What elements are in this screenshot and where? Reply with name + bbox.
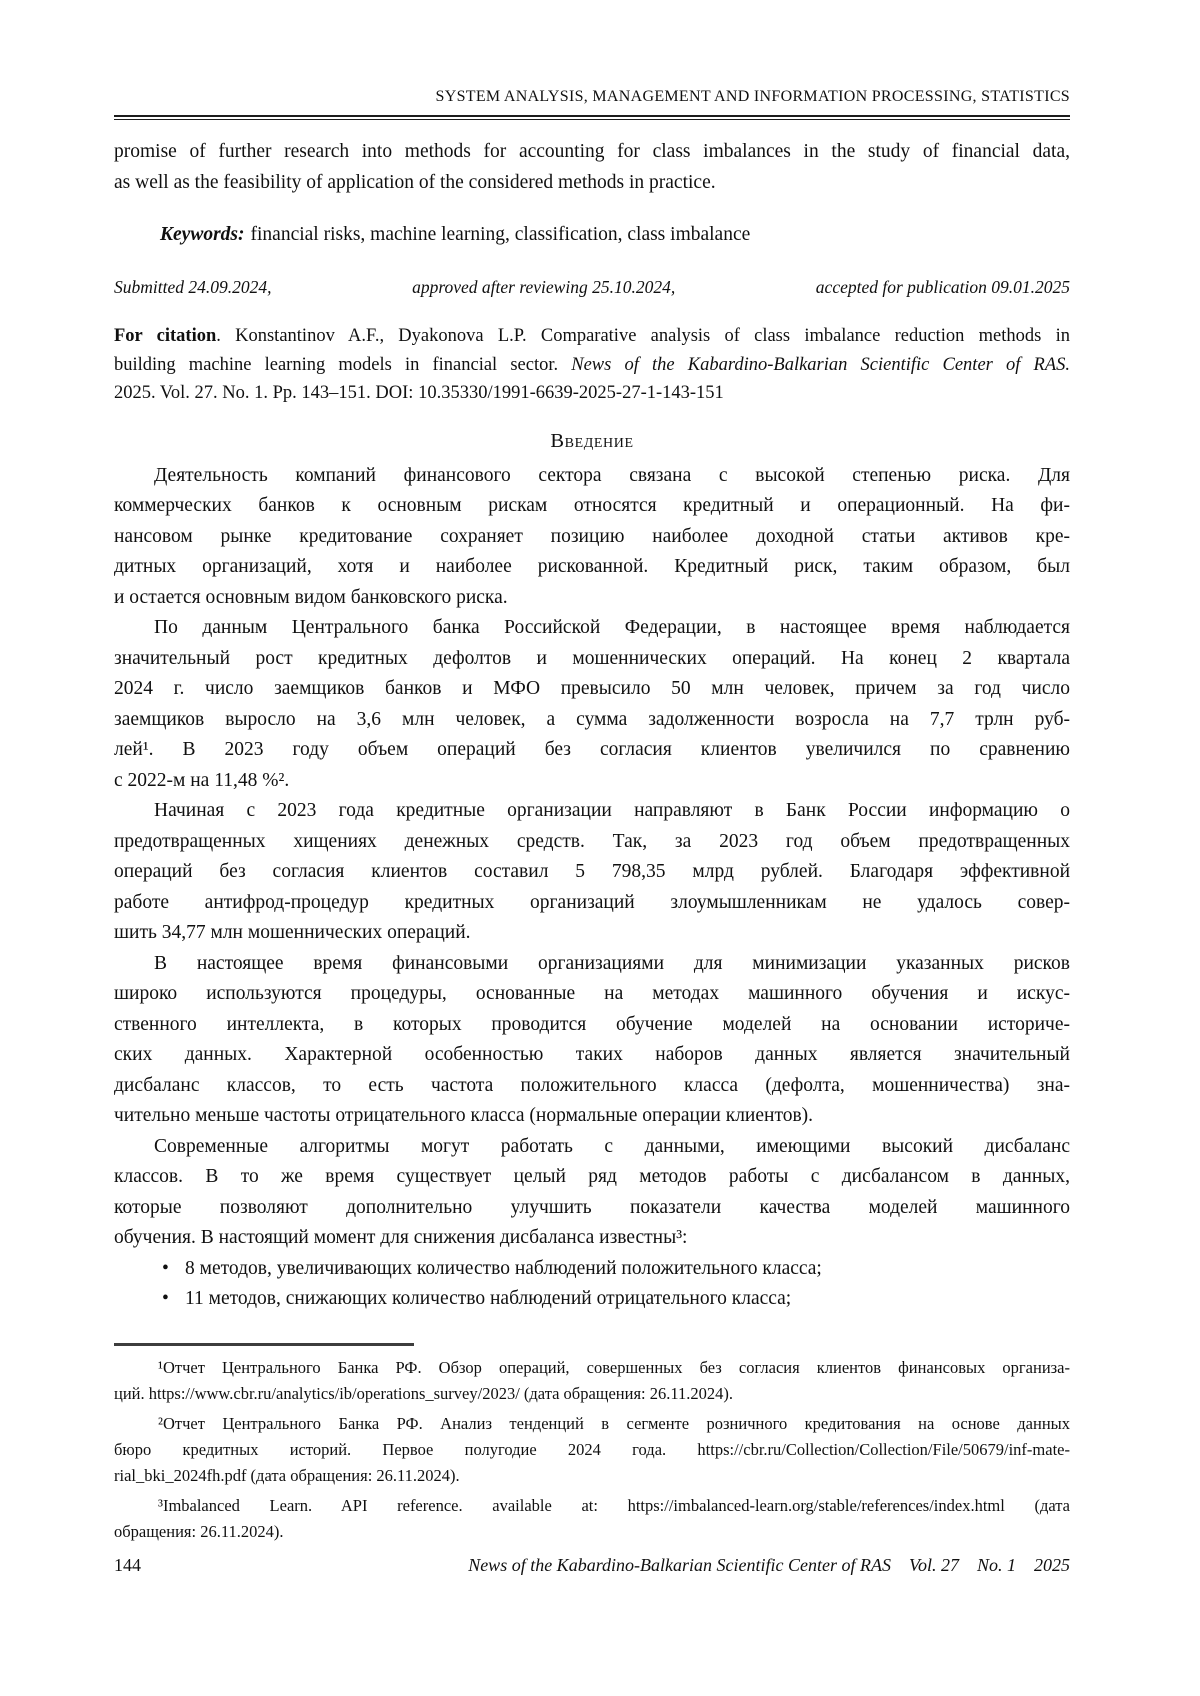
paragraph-line: дитных организаций, хотя и наиболее рискованной. Кредитный риск, таким образом, был: [114, 556, 1070, 577]
paragraph-line: которые позволяют дополнительно улучшить показатели качества моделей машинного: [114, 1196, 1070, 1218]
citation-text: . Konstantinov A.F., Dyakonova L.P. Comparative analysis of class imbalance reduction methods in: [216, 326, 1070, 346]
paragraph-line: заемщиков выросло на 3,6 млн человек, а сумма задолженности возросла на 7,7 трлн руб-: [114, 708, 1070, 730]
paragraph-line: коммерческих банков к основным рискам относятся кредитный и операционный. На фи-: [114, 495, 1070, 516]
paragraph-line: обучения. В настоящий момент для снижения дисбаланса известны³:: [114, 1227, 688, 1248]
citation-text: building machine learning models in financial sector.: [114, 354, 572, 375]
footer-journal-name: News of the Kabardino-Balkarian Scientific Center of RAS: [468, 1555, 891, 1575]
footnote-line: бюро кредитных историй. Первое полугодие 2024 года. https://cbr.ru/Collection/Collection/File/50679/inf-mate-: [114, 1439, 1070, 1459]
footer-year: 2025: [1034, 1555, 1070, 1575]
list-item-text: 11 методов, снижающих количество наблюдений отрицательного класса;: [185, 1288, 792, 1309]
footnote-separator: [114, 1343, 414, 1346]
page-number: 144: [114, 1555, 141, 1575]
paragraph-line: По данным Центрального банка Российской Федерации, в настоящее время наблюдается: [154, 617, 1070, 638]
list-item: [114, 1284, 1070, 1315]
paragraph-line: значительный рост кредитных дефолтов и мошеннических операций. На конец 2 квартала: [114, 647, 1070, 669]
paragraph-line: широко используются процедуры, основанные на методах машинного обучения и искус-: [114, 983, 1070, 1004]
keywords-text: financial risks, machine learning, classification, class imbalance: [250, 224, 751, 245]
running-header: SYSTEM ANALYSIS, MANAGEMENT AND INFORMATION PROCESSING, STATISTICS: [435, 88, 1070, 105]
bullet-icon: •: [162, 1257, 169, 1279]
paragraph-line: ских данных. Характерной особенностью таких наборов данных является значительный: [114, 1044, 1070, 1065]
paragraph-line: с 2022-м на 11,48 %².: [114, 769, 290, 791]
section-heading-introduction: Введение: [550, 429, 634, 452]
submitted-date: Submitted 24.09.2024,: [114, 277, 272, 297]
page-content: [114, 0, 1070, 1545]
footnote-line: rial_bki_2024fh.pdf (дата обращения: 26.11.2024).: [114, 1465, 460, 1485]
paragraph-line: предотвращенных хищениях денежных средств. Так, за 2023 год объем предотвращенных: [114, 830, 1070, 852]
footnote-line: обращения: 26.11.2024).: [114, 1521, 284, 1541]
paragraph-line: классов. В то же время существует целый ряд методов работы с дисбалансом в данных,: [114, 1166, 1070, 1187]
footnote-line: ций. https://www.cbr.ru/analytics/ib/operations_survey/2023/ (дата обращения: 26.11.2024).: [114, 1383, 734, 1403]
submission-dates: [114, 276, 1070, 298]
paragraph-line: 2024 г. число заемщиков банков и МФО превысило 50 млн человек, причем за год число: [114, 678, 1070, 699]
paragraph-line: нансовом рынке кредитование сохраняет позицию наиболее доходной статьи активов кре-: [114, 525, 1070, 547]
paragraph-line: Начиная с 2023 года кредитные организации направляют в Банк России информацию о: [154, 800, 1070, 821]
footnote-line: ¹Отчет Центрального Банка РФ. Обзор операций, совершенных без согласия клиентов финансовых организа-: [158, 1357, 1070, 1377]
top-margin: [114, 0, 1070, 88]
footnote-3: [114, 1493, 1070, 1545]
paragraph-line: работе антифрод-процедур кредитных организаций злоумышленникам не удалось совер-: [114, 891, 1070, 913]
keywords-label: Keywords:: [160, 224, 245, 245]
citation-line: [114, 322, 1070, 351]
paragraph-line: ственного интеллекта, в которых проводится обучение моделей на основании историче-: [114, 1013, 1070, 1035]
footnote-2: [114, 1411, 1070, 1489]
paragraph-line: операций без согласия клиентов составил 5 798,35 млрд рублей. Благодаря эффективной: [114, 861, 1070, 882]
approved-date: approved after reviewing 25.10.2024,: [412, 277, 676, 297]
list-item-text: 8 методов, увеличивающих количество наблюдений положительного класса;: [185, 1257, 822, 1279]
citation-doi-line: 2025. Vol. 27. No. 1. Pp. 143–151. DOI: 10.35330/1991-6639-2025-27-1-143-151: [114, 383, 724, 403]
abstract-line: as well as the feasibility of application of the considered methods in practice.: [114, 171, 716, 193]
footer-issue: No. 1: [976, 1555, 1016, 1575]
footnote-line: ²Отчет Центрального Банка РФ. Анализ тенденций в сегменте розничного кредитования на основе данных: [158, 1413, 1070, 1433]
for-citation-label: For citation: [114, 326, 217, 346]
paragraph-line: В настоящее время финансовыми организациями для минимизации указанных рисков: [154, 952, 1070, 974]
introduction-body: [114, 461, 1070, 1315]
journal-name-italic: News of the Kabardino-Balkarian Scientific Center of RAS.: [571, 354, 1070, 375]
header-rule: [114, 115, 1070, 120]
accepted-date: accepted for publication 09.01.2025: [815, 277, 1070, 297]
paragraph-line: дисбаланс классов, то есть частота положительного класса (дефолта, мошенничества) зна-: [114, 1074, 1070, 1096]
abstract-continuation: [114, 137, 1070, 198]
list-item: [114, 1254, 1070, 1285]
footer-running-title: [468, 1554, 1070, 1576]
paragraph-line: Деятельность компаний финансового сектора связана с высокой степенью риска. Для: [154, 464, 1070, 486]
bullet-icon: •: [162, 1288, 169, 1309]
paragraph-line: шить 34,77 млн мошеннических операций.: [114, 922, 471, 943]
footnote-line: ³Imbalanced Learn. API reference. available at: https://imbalanced-learn.org/stable/references/index.html (дата: [158, 1495, 1070, 1515]
footnote-1: [114, 1355, 1070, 1407]
paragraph-line: и остается основным видом банковского риска.: [114, 586, 508, 608]
paragraph-line: Современные алгоритмы могут работать с данными, имеющими высокий дисбаланс: [154, 1135, 1070, 1157]
keywords-line: [114, 220, 1070, 250]
paragraph-line: чительно меньше частоты отрицательного класса (нормальные операции клиентов).: [114, 1105, 814, 1126]
abstract-line: promise of further research into methods for accounting for class imbalances in the study of financial data,: [114, 141, 1070, 162]
footer-volume: Vol. 27: [908, 1555, 959, 1575]
page-footer: [114, 1554, 1070, 1576]
citation-line: [114, 351, 1070, 380]
footnotes: [114, 1355, 1070, 1545]
for-citation-block: [114, 322, 1070, 408]
paragraph-line: лей¹. В 2023 году объем операций без согласия клиентов увеличился по сравнению: [114, 739, 1070, 760]
